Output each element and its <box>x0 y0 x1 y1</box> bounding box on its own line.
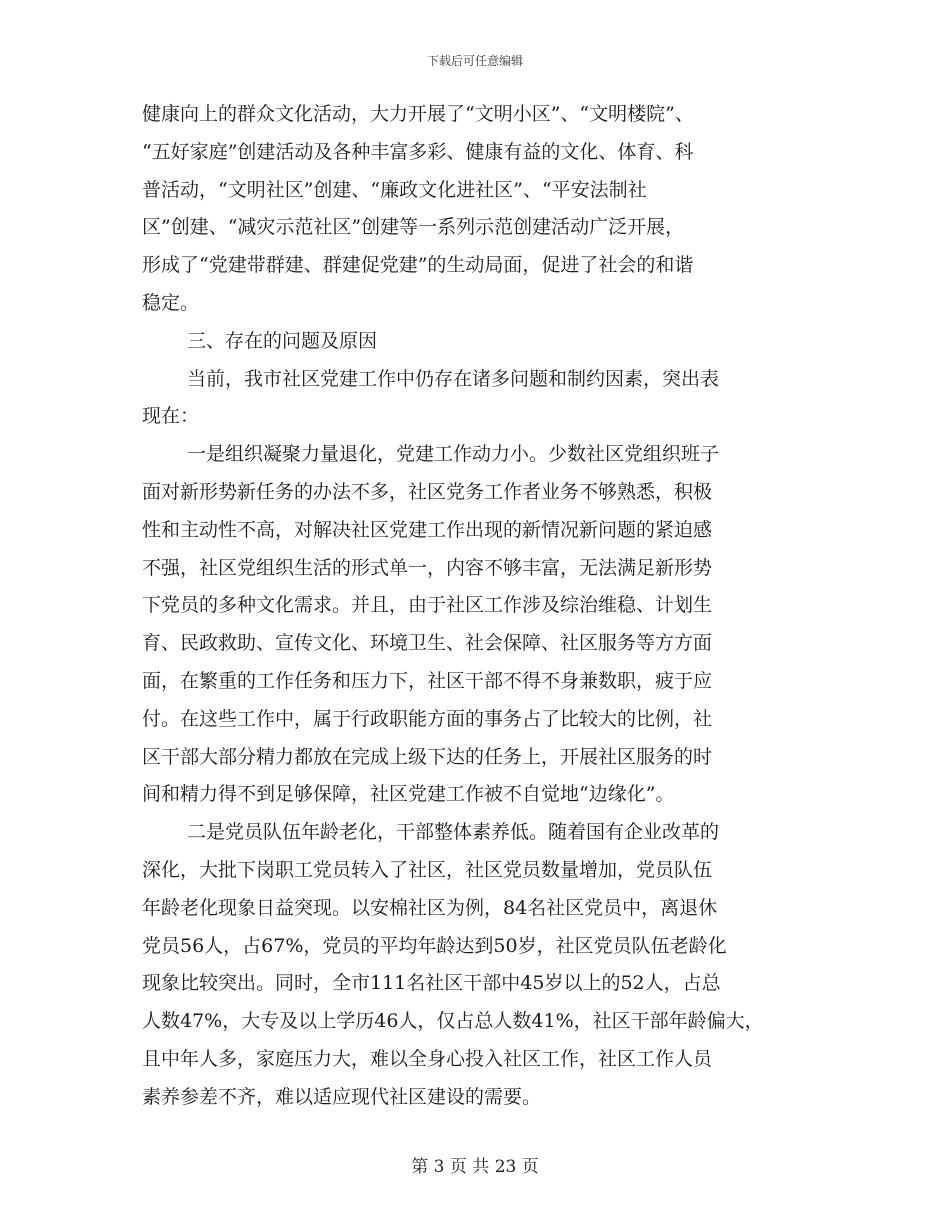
text-line: 面，在繁重的工作任务和压力下，社区干部不得不身兼数职，疲于应 <box>142 669 713 692</box>
text-line: 育、民政救助、宣传文化、环境卫生、社会保障、社区服务等方方面 <box>142 632 713 655</box>
document-body <box>142 96 832 1117</box>
text-line: 稳定。 <box>142 291 200 314</box>
text-line: 二是党员队伍年龄老化，干部整体素养低。随着国有企业改革的 <box>187 821 720 844</box>
text-line: 三、存在的问题及原因 <box>187 329 378 352</box>
text-line: 现在： <box>142 405 200 428</box>
text-line: 付。在这些工作中，属于行政职能方面的事务占了比较大的比例，社 <box>142 707 713 730</box>
page-header: 下载后可任意编辑 <box>426 54 523 68</box>
text-line: 健康向上的群众文化活动，大力开展了“文明小区”、“文明楼院”、 <box>142 103 694 125</box>
text-line: 党员56人，占67%，党员的平均年龄达到50岁，社区党员队伍老龄化 <box>142 934 727 957</box>
text-line: 不强，社区党组织生活的形式单一，内容不够丰富，无法满足新形势 <box>142 556 713 579</box>
text-line: 深化，大批下岗职工党员转入了社区，社区党员数量增加，党员队伍 <box>142 858 713 881</box>
text-line: 形成了“党建带群建、群建促党建”的生动局面，促进了社会的和谐 <box>142 254 694 277</box>
text-line: 一是组织凝聚力量退化，党建工作动力小。少数社区党组织班子 <box>187 443 720 466</box>
text-line: 面对新形势新任务的办法不多，社区党务工作者业务不够熟悉，积极 <box>142 480 713 503</box>
text-line: 普活动，“文明社区”创建、“廉政文化进社区”、“平安法制社 <box>142 178 647 201</box>
text-line: 年龄老化现象日益突现。以安棉社区为例，84名社区党员中，离退休 <box>142 896 718 919</box>
text-line: 区”创建、“减灾示范社区”创建等一系列示范创建活动广泛开展， <box>142 216 685 239</box>
text-line: 且中年人多，家庭压力大，难以全身心投入社区工作，社区工作人员 <box>142 1047 713 1070</box>
text-line: 下党员的多种文化需求。并且，由于社区工作涉及综治维稳、计划生 <box>142 594 713 617</box>
text-line: 间和精力得不到足够保障，社区党建工作被不自觉地“边缘化”。 <box>142 783 675 806</box>
page-number-label: 第 3 页 共 23 页 <box>411 1157 539 1177</box>
text-line: 人数47%，大专及以上学历46人，仅占总人数41%，社区干部年龄偏大， <box>142 1010 764 1033</box>
text-line: 性和主动性不高，对解决社区党建工作出现的新情况新问题的紧迫感 <box>142 518 713 541</box>
text-line: 当前，我市社区党建工作中仍存在诸多问题和制约因素，突出表 <box>187 367 720 390</box>
text-line: “五好家庭”创建活动及各种丰富多彩、健康有益的文化、体育、科 <box>142 140 694 163</box>
text-line: 区干部大部分精力都放在完成上级下达的任务上，开展社区服务的时 <box>142 745 713 768</box>
page-footer <box>0 1152 950 1177</box>
text-line: 现象比较突出。同时，全市111名社区干部中45岁以上的52人，占总 <box>142 972 721 995</box>
text-line: 素养参差不齐，难以适应现代社区建设的需要。 <box>142 1085 542 1108</box>
